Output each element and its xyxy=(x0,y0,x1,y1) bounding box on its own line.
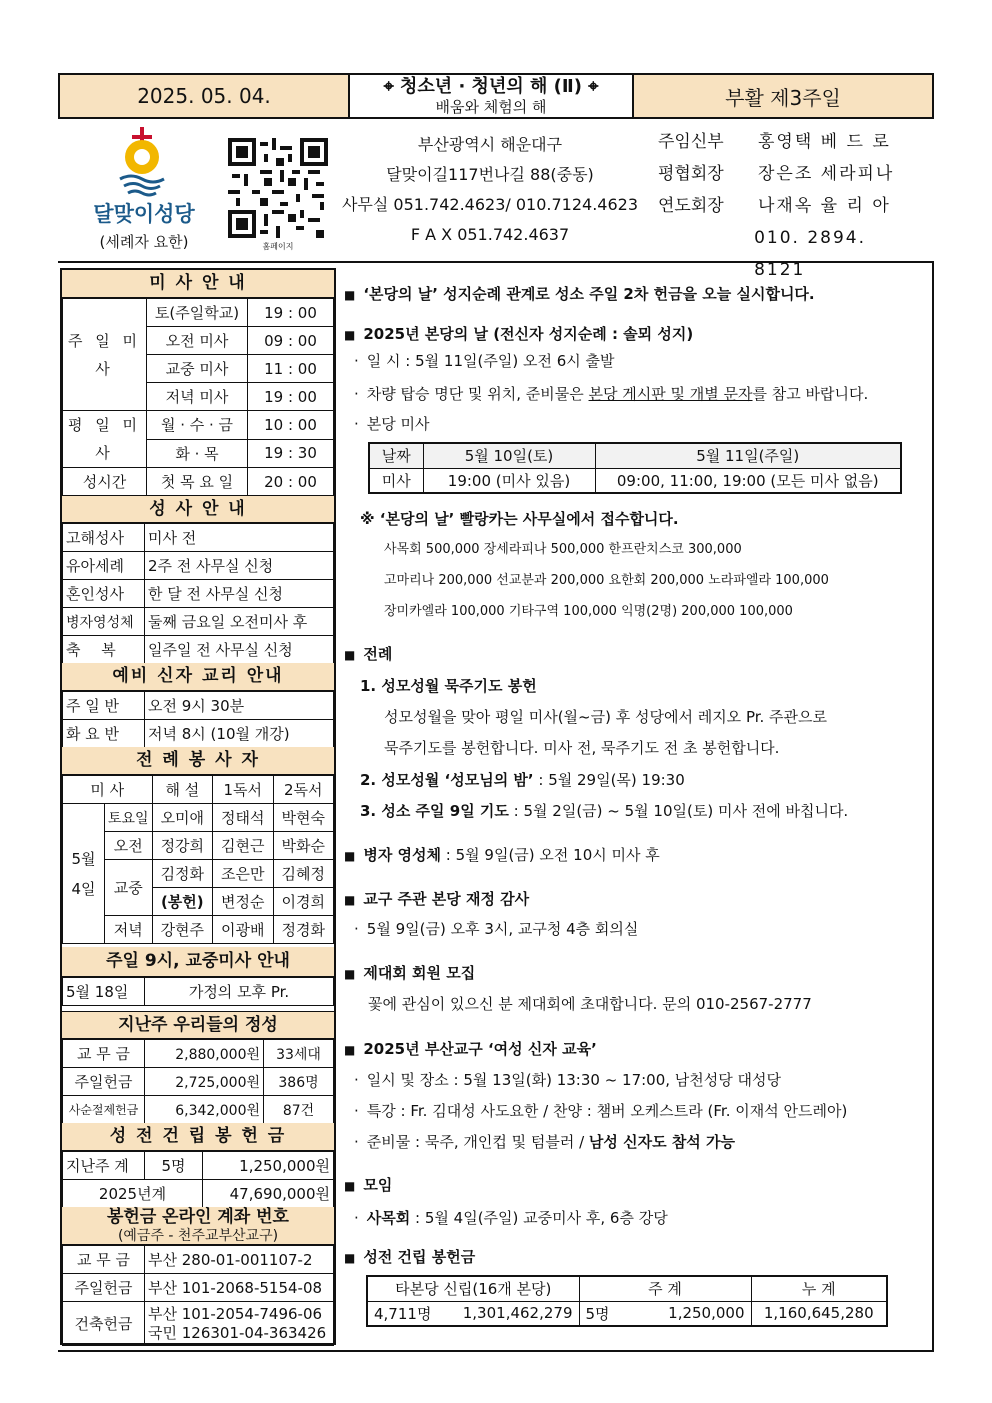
year-theme xyxy=(350,75,634,117)
cumulative-amount: 1,160,645,280 xyxy=(751,1301,887,1326)
notice-item xyxy=(354,1207,668,1228)
special-mass-table xyxy=(368,442,902,494)
table-row xyxy=(63,720,334,748)
notice-item: · 본당 미사 xyxy=(354,413,430,434)
notice-item: · 일시 및 장소 : 5월 13일(화) 13:30 ~ 17:00, 남천성당 대성당 xyxy=(354,1069,781,1090)
staff-role: 연도회장 xyxy=(658,196,724,216)
reader-2: 이경희 xyxy=(273,888,333,916)
mass-slot: 오전 xyxy=(105,832,153,860)
building-fund-table xyxy=(62,1151,334,1208)
office-phone: 사무실 051.742.4623/ 010.7124.4623 xyxy=(341,195,639,214)
mass-slot: 교중 xyxy=(105,860,153,916)
homepage-qr[interactable] xyxy=(228,138,328,251)
notice-text: : 5월 9일(금) 오전 10시 미사 후 xyxy=(441,846,660,864)
class-time: 오전 9시 30분 xyxy=(145,692,334,720)
parish-logo xyxy=(84,125,204,255)
sacrament-title: 성 사 안 내 xyxy=(62,495,334,523)
staff-name: 장은조 세라피나 xyxy=(758,164,895,184)
sacrament-detail: 미사 전 xyxy=(145,524,334,552)
sacrament-detail: 둘째 금요일 오전미사 후 xyxy=(145,608,334,636)
mass-time: 19 : 30 xyxy=(248,439,334,468)
commentator: 김정화 xyxy=(152,860,212,888)
sacrament-name: 병자영성체 xyxy=(63,608,145,636)
building-summary-table xyxy=(366,1275,888,1327)
fund-count: 5명 xyxy=(145,1152,203,1180)
liturgy-ministers xyxy=(62,747,334,944)
table-row xyxy=(63,580,334,608)
notice-heading: ■ ‘본당의 날’ 성지순례 관계로 성소 주일 2차 헌금을 오늘 실시합니다. xyxy=(344,283,815,304)
notice-heading: ■ 병자 영성체 xyxy=(344,846,441,864)
fund-period: 지난주 계 xyxy=(63,1152,145,1180)
column-header: 해 설 xyxy=(152,776,212,804)
offering-count: 87건 xyxy=(264,1096,334,1124)
building-fund-title: 성 전 건 립 봉 헌 금 xyxy=(62,1123,334,1151)
notice-item xyxy=(354,383,868,404)
account-type: 교 무 금 xyxy=(63,1246,145,1274)
sunday-mass: 09:00, 11:00, 19:00 (모든 미사 없음) xyxy=(595,468,901,493)
accounts-title: 봉헌금 온라인 계좌 번호 xyxy=(107,1207,289,1227)
parish-patron: (세례자 요한) xyxy=(99,233,189,251)
class-name: 화 요 반 xyxy=(63,720,145,748)
bulletin-date: 2025. 05. 04. xyxy=(60,75,350,117)
mass-name: 월 · 수 · 금 xyxy=(147,411,248,440)
address-line: 부산광역시 해운대구 xyxy=(417,135,563,154)
sacrament-name: 고해성사 xyxy=(63,524,145,552)
mass-slot: 토요일 xyxy=(105,804,153,832)
sunday-9-title: 주일 9시, 교중미사 안내 xyxy=(62,947,334,977)
offering-table xyxy=(62,1039,334,1124)
reader-2: 정경화 xyxy=(273,916,333,944)
building-summary xyxy=(366,1275,888,1327)
column-header: 미 사 xyxy=(63,776,153,804)
column-header: 5월 11일(주일) xyxy=(595,443,901,468)
notice-item: · 5월 9일(금) 오후 3시, 교구청 4층 회의실 xyxy=(354,918,638,939)
saturday-mass: 19:00 (미사 있음) xyxy=(423,468,595,493)
staff-row xyxy=(658,126,918,158)
accounts-holder: (예금주 - 천주교부산교구) xyxy=(117,1228,279,1244)
address-line: 달맞이길117번나길 88(중동) xyxy=(386,165,594,184)
reader-2: 김혜정 xyxy=(273,860,333,888)
table-row xyxy=(63,1302,334,1346)
notice-subheading: 사목회 xyxy=(366,1209,411,1227)
ministers-title: 전 례 봉 사 자 xyxy=(62,747,334,775)
class-time: 저녁 8시 (10월 개강) xyxy=(145,720,334,748)
sacrament-detail: 일주일 전 사무실 신청 xyxy=(145,636,334,664)
account-number[interactable]: 부산 280-01-001107-2 xyxy=(145,1246,334,1274)
other-parish-amount: 1,301,462,279 xyxy=(444,1301,579,1326)
account-number[interactable]: 국민 126301-04-363426 xyxy=(148,1323,327,1342)
mass-name: 저녁 미사 xyxy=(147,383,248,411)
staff-name: 나재옥 율 리 아 xyxy=(758,196,891,216)
bottom-rule xyxy=(58,1350,934,1352)
mass-time: 11 : 00 xyxy=(248,355,334,383)
offering-count: 386명 xyxy=(264,1068,334,1096)
accounts-table xyxy=(62,1245,334,1346)
notice-text: : 5월 29일(목) 19:30 xyxy=(533,771,685,789)
table-row xyxy=(369,443,901,468)
offering-amount: 2,725,000원 xyxy=(145,1068,264,1096)
notice-text: 성모성월을 맞아 평일 미사(월~금) 후 성당에서 레지오 Pr. 주관으로 xyxy=(384,708,828,726)
account-type: 주일헌금 xyxy=(63,1274,145,1302)
fax-number: F A X 051.742.4637 xyxy=(410,225,570,244)
commentator: 오미애 xyxy=(152,804,212,832)
donor-line: 고마리나 200,000 선교분과 200,000 요한회 200,000 노라파엘라 100,000 xyxy=(384,573,829,588)
sunday-9-group: 가정의 모후 Pr. xyxy=(145,978,334,1006)
weekday-mass-label: 평 일 미 사 xyxy=(63,411,147,468)
table-row xyxy=(63,552,334,580)
sunday-9-table xyxy=(62,977,334,1006)
notice-underlined: 본당 게시판 및 개별 문자 xyxy=(588,385,753,403)
offering-amount: 6,342,000원 xyxy=(145,1096,264,1124)
notice-heading: ■ 모임 xyxy=(344,1174,392,1195)
offering-title: 지난주 우리들의 정성 xyxy=(62,1011,334,1039)
offering-type: 교 무 금 xyxy=(63,1040,145,1068)
offering-type: 주일헌금 xyxy=(63,1068,145,1096)
notice-item xyxy=(354,1131,735,1152)
parish-address xyxy=(340,130,640,250)
notice-item: ※ ‘본당의 날’ 빨랑카는 사무실에서 접수합니다. xyxy=(360,510,679,528)
staff-phone: 010. 2894. 8121 xyxy=(754,228,867,280)
account-number[interactable]: 부산 101-2054-7496-06 xyxy=(148,1304,323,1323)
catechism-title: 예비 신자 교리 안내 xyxy=(62,663,334,691)
sacrament-name: 혼인성사 xyxy=(63,580,145,608)
staff-name: 홍영택 베 드 로 xyxy=(758,132,891,152)
table-row xyxy=(369,468,901,493)
holy-hour-day: 첫 목 요 일 xyxy=(147,468,248,496)
mass-name: 오전 미사 xyxy=(147,327,248,355)
notice-item: · 특강 : Fr. 김대성 사도요한 / 찬양 : 챔버 오케스트라 (Fr. 이재석 안드레아) xyxy=(354,1100,847,1121)
notice-heading: ■ 2025년 본당의 날 (전신자 성지순례 : 솔뫼 성지) xyxy=(344,323,693,344)
holy-hour-time: 20 : 00 xyxy=(248,468,334,496)
reader-1: 이광배 xyxy=(213,916,273,944)
fund-period: 2025년계 xyxy=(63,1180,203,1208)
table-row xyxy=(63,299,334,327)
notice-item: · 일 시 : 5월 11일(주일) 오전 6시 출발 xyxy=(354,350,614,371)
table-row xyxy=(63,468,334,496)
table-row xyxy=(63,1152,334,1180)
notice-text: 를 참고 바랍니다. xyxy=(752,385,869,403)
reader-2: 박화순 xyxy=(273,832,333,860)
notice-text: 묵주기도를 봉헌합니다. 미사 전, 묵주기도 전 초 봉헌합니다. xyxy=(384,739,780,757)
online-accounts xyxy=(62,1207,334,1346)
notice-emphasis: 남성 신자도 참석 가능 xyxy=(588,1133,735,1151)
column-header: 타본당 신립(16개 본당) xyxy=(367,1276,579,1301)
column-header: 1독서 xyxy=(213,776,273,804)
table-row xyxy=(63,411,334,440)
sacrament-detail: 한 달 전 사무실 신청 xyxy=(145,580,334,608)
qr-caption: 홈페이지 xyxy=(262,242,294,251)
year-title: ⌖ 청소년 · 청년의 해 (Ⅱ) ⌖ xyxy=(383,76,599,97)
offering-bearer: (봉헌) xyxy=(152,888,212,916)
staff-role: 주임신부 xyxy=(658,132,724,152)
donor-line: 사목회 500,000 장세라피나 500,000 한프란치스코 300,000 xyxy=(384,542,742,557)
column-header: 누 계 xyxy=(751,1276,887,1301)
header-bar xyxy=(58,73,934,119)
weekly-offering xyxy=(62,1011,334,1124)
commentator: 강현주 xyxy=(152,916,212,944)
table-row xyxy=(63,804,334,832)
row-label: 미사 xyxy=(369,468,423,493)
weekly-amount: 1,250,000 xyxy=(629,1301,751,1326)
column-header: 2독서 xyxy=(273,776,333,804)
year-subtitle: 배움와 체험의 해 xyxy=(435,98,547,116)
staff-row xyxy=(658,190,918,222)
commentator: 정강희 xyxy=(152,832,212,860)
fund-amount: 47,690,000원 xyxy=(203,1180,334,1208)
building-fund xyxy=(62,1123,334,1208)
notice-subheading: 3. 성소 주일 9일 기도 xyxy=(360,802,509,820)
table-row xyxy=(63,1040,334,1068)
liturgical-sunday: 부활 제3주일 xyxy=(725,85,841,110)
notice-item xyxy=(360,800,848,821)
accounts-header xyxy=(62,1207,334,1245)
mass-time: 19 : 00 xyxy=(248,299,334,327)
qr-code-icon xyxy=(228,138,328,238)
reader-1: 조은만 xyxy=(213,860,273,888)
parish-name: 달맞이성당 xyxy=(93,202,195,226)
sacrament-table xyxy=(62,523,334,664)
column-header: 5월 10일(토) xyxy=(423,443,595,468)
table-row xyxy=(63,776,334,804)
table-row xyxy=(63,1246,334,1274)
class-name: 주 일 반 xyxy=(63,692,145,720)
notice-heading: ■ 교구 주관 본당 재정 감사 xyxy=(344,888,529,909)
table-row xyxy=(367,1301,887,1326)
minister-date: 5월 4일 xyxy=(63,804,105,944)
column-header: 날짜 xyxy=(369,443,423,468)
reader-2: 박현숙 xyxy=(273,804,333,832)
other-parish-count: 4,711명 xyxy=(367,1301,444,1326)
parish-emblem-icon xyxy=(84,125,204,200)
mass-slot: 저녁 xyxy=(105,916,153,944)
account-number[interactable]: 부산 101-2068-5154-08 xyxy=(145,1274,334,1302)
fund-amount: 1,250,000원 xyxy=(203,1152,334,1180)
notice-text: : 5월 2일(금) ~ 5월 10일(토) 미사 전에 바칩니다. xyxy=(508,802,849,820)
notice-subheading: 1. 성모성월 묵주기도 봉헌 xyxy=(360,677,537,695)
table-row xyxy=(63,1180,334,1208)
notice-subheading: 2. 성모성월 ‘성모님의 밤’ xyxy=(360,771,534,789)
notice-text: : 5월 4일(주일) 교중미사 후, 6층 강당 xyxy=(410,1209,668,1227)
sacrament-name: 유아세례 xyxy=(63,552,145,580)
sacrament-detail: 2주 전 사무실 신청 xyxy=(145,552,334,580)
reader-1: 변정순 xyxy=(213,888,273,916)
offering-amount: 2,880,000원 xyxy=(145,1040,264,1068)
table-row xyxy=(63,636,334,664)
sacrament-name: 축 복 xyxy=(63,636,145,664)
notice-text: 차량 탑승 명단 및 위치, 준비물은 xyxy=(366,385,589,403)
weekly-count: 5명 xyxy=(579,1301,629,1326)
table-row xyxy=(63,524,334,552)
mass-name: 교중 미사 xyxy=(147,355,248,383)
catechism-table xyxy=(62,691,334,748)
sunday-9-info xyxy=(62,947,334,1006)
mass-time: 10 : 00 xyxy=(248,411,334,440)
mass-schedule xyxy=(62,270,334,496)
notice-text: 꽃에 관심이 있으신 분 제대회에 초대합니다. 문의 010-2567-2777 xyxy=(368,995,812,1013)
offering-type: 사순절제헌금 xyxy=(63,1096,145,1124)
notice-heading: ■ 전례 xyxy=(344,643,392,664)
column-header: 주 계 xyxy=(579,1276,751,1301)
offering-count: 33세대 xyxy=(264,1040,334,1068)
table-row xyxy=(63,1068,334,1096)
notice-text: 준비물 : 묵주, 개인컵 및 텀블러 / xyxy=(366,1133,589,1151)
notice-heading: ■ 제대회 회원 모집 xyxy=(344,962,475,983)
left-sidebar xyxy=(60,268,336,1345)
table-row xyxy=(63,1274,334,1302)
notice-item xyxy=(360,769,685,790)
donor-line: 장미카엘라 100,000 기타구역 100,000 익명(2명) 200,000 100,000 xyxy=(384,604,793,619)
catechism-info xyxy=(62,663,334,748)
ministers-table xyxy=(62,775,334,944)
sunday-9-date: 5월 18일 xyxy=(63,978,145,1006)
mass-time: 09 : 00 xyxy=(248,327,334,355)
staff-row xyxy=(658,158,918,190)
reader-1: 김현근 xyxy=(213,832,273,860)
table-row xyxy=(367,1276,887,1301)
staff-role: 평협회장 xyxy=(658,164,724,184)
reader-1: 정태석 xyxy=(213,804,273,832)
sacrament-info xyxy=(62,495,334,664)
mass-name: 화 · 목 xyxy=(147,439,248,468)
table-row xyxy=(63,608,334,636)
notice-heading: ■ 2025년 부산교구 ‘여성 신자 교육’ xyxy=(344,1038,597,1059)
table-row xyxy=(63,692,334,720)
mass-table xyxy=(62,298,334,496)
table-row xyxy=(63,978,334,1006)
holy-hour-label: 성시간 xyxy=(63,468,147,496)
mass-time: 19 : 00 xyxy=(248,383,334,411)
notice-item xyxy=(344,844,660,865)
account-type: 건축헌금 xyxy=(63,1302,145,1346)
sunday-mass-label: 주 일 미 사 xyxy=(63,299,147,411)
mass-change-table xyxy=(368,442,902,494)
mass-schedule-title: 미 사 안 내 xyxy=(62,270,334,298)
table-row xyxy=(63,1096,334,1124)
mass-name: 토(주일학교) xyxy=(147,299,248,327)
notice-heading: ■ 성전 건립 봉헌금 xyxy=(344,1246,475,1267)
